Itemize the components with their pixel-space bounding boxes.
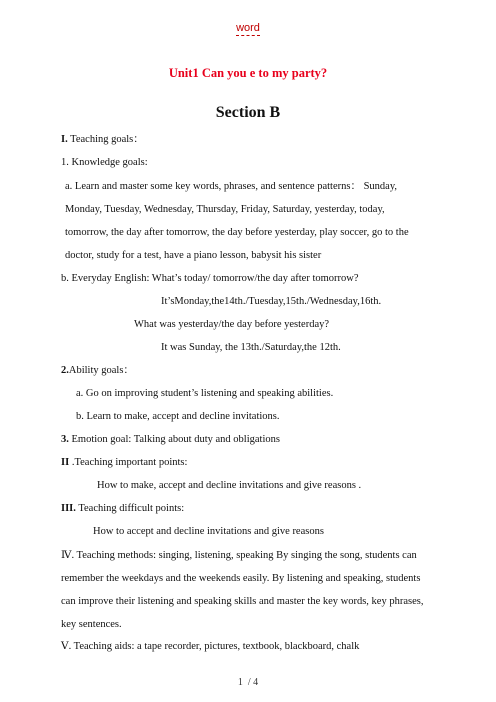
page-number: 1: [237, 677, 243, 688]
ability-goal-a: a. Go on improving student’s listening and speaking abilities.: [76, 388, 334, 399]
heading-number: II: [61, 457, 70, 468]
knowledge-a-line-3: tomorrow, the day after tomorrow, the day before yesterday, play soccer, go to the: [65, 227, 409, 238]
everyday-english-line-3: What was yesterday/the day before yesterday?: [134, 319, 330, 330]
everyday-english-line-4: It was Sunday, the 13th./Saturday,the 12th.: [161, 342, 341, 353]
emotion-goal: [61, 433, 280, 447]
everyday-english-line-1: b. Everyday English: What’s today/ tomorrow/the day after tomorrow?: [61, 273, 359, 284]
header-link[interactable]: word: [236, 22, 260, 34]
heading-text: Emotion goal: Talking about duty and obligations: [68, 434, 280, 445]
heading-number: 2.: [61, 365, 69, 376]
section-heading: Section B: [215, 104, 281, 121]
heading-text: .Teaching important points:: [69, 457, 188, 468]
page-footer: [0, 677, 496, 688]
heading-number: I.: [61, 134, 68, 145]
knowledge-a-line-4: doctor, study for a test, have a piano lesson, babysit his sister: [65, 250, 322, 261]
teaching-goals-heading: [61, 133, 144, 147]
heading-text: Teaching goals：: [67, 134, 144, 145]
knowledge-a-line-1: a. Learn and master some key words, phrases, and sentence patterns： Sunday,: [65, 181, 398, 192]
heading-number: III.: [61, 503, 76, 514]
everyday-english-line-2: It’sMonday,the14th./Tuesday,15th./Wednesday,16th.: [161, 296, 382, 307]
knowledge-goals: 1. Knowledge goals:: [61, 157, 148, 168]
important-points-heading: [61, 456, 187, 470]
knowledge-a-line-2: Monday, Tuesday, Wednesday, Thursday, Friday, Saturday, yesterday, today,: [65, 204, 385, 215]
ability-goals-heading: [61, 364, 134, 378]
difficult-points-text: How to accept and decline invitations and give reasons: [93, 526, 324, 537]
teaching-aids: Ⅴ. Teaching aids: a tape recorder, pictures, textbook, blackboard, chalk: [61, 641, 360, 652]
important-points-text: How to make, accept and decline invitations and give reasons .: [97, 480, 362, 491]
teaching-methods-paragraph: Ⅳ. Teaching methods: singing, listening, speaking By singing the song, students can remember the weekdays and the weekends easily. By listening and speaking, students can improve their listening and speaking skills and master the key words, key phrases, key sentences.: [61, 550, 424, 630]
heading-text: Ability goals：: [68, 365, 134, 376]
difficult-points-heading: [61, 502, 184, 516]
page-separator: /: [247, 677, 251, 688]
unit-title: Unit1 Can you e to my party?: [168, 66, 328, 80]
page-header: [0, 22, 496, 34]
ability-goal-b: b. Learn to make, accept and decline invitations.: [76, 411, 280, 422]
heading-text: Teaching difficult points:: [75, 503, 185, 514]
heading-number: 3.: [61, 434, 69, 445]
page-total: 4: [253, 677, 259, 688]
